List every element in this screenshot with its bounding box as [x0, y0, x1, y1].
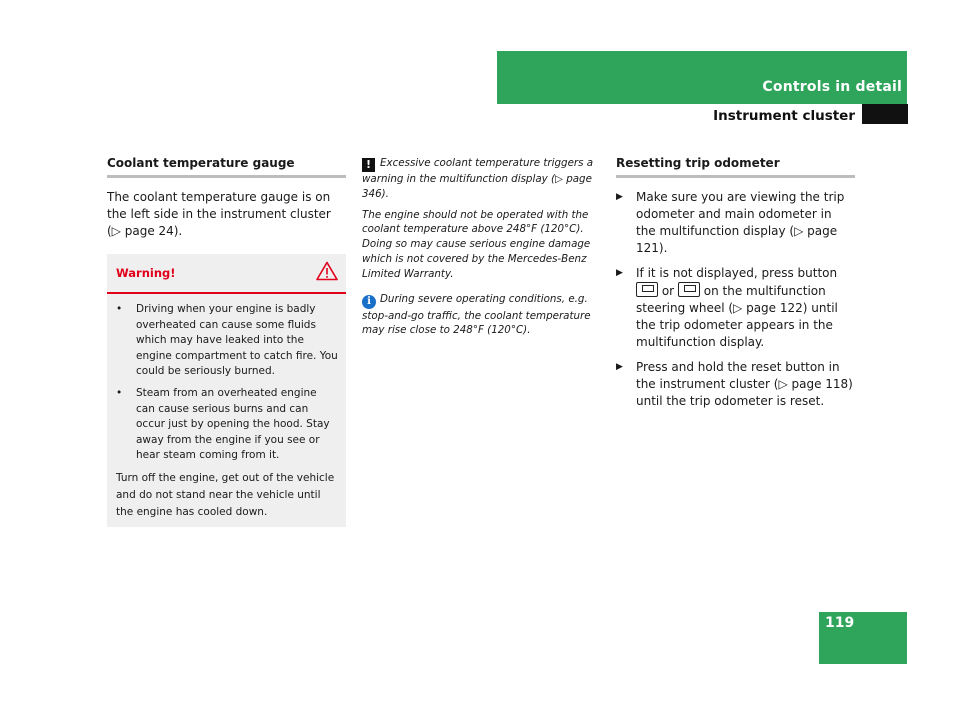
step-text-a: If it is not displayed, press button [636, 266, 838, 280]
step-item [616, 265, 855, 351]
reset-trip-heading: Resetting trip odometer [616, 156, 855, 178]
subsection-tab [862, 104, 908, 124]
warning-bullet-text: Driving when your engine is badly overheated can cause some fluids which may have leaked into the engine compartment to catch fire. You could be seriously burned. [136, 303, 338, 378]
reset-steps [616, 189, 855, 410]
caution-icon: ! [362, 158, 375, 172]
step-text-b: or [661, 284, 675, 298]
step-arrow-icon: ▶ [616, 362, 623, 372]
warning-box [107, 254, 346, 527]
bullet-dot: • [116, 386, 123, 399]
step-arrow-icon: ▶ [616, 268, 623, 278]
warning-label: Warning! [116, 266, 176, 280]
step-text: Press and hold the reset button in the instrument cluster (▷ page 118) until the trip odometer is reset. [636, 360, 853, 408]
info-icon: i [362, 295, 376, 309]
column-notes [362, 156, 602, 344]
step-text: Make sure you are viewing the trip odometer and main odometer in the multifunction display (▷ page 121). [636, 190, 845, 255]
column-coolant-gauge [107, 156, 346, 527]
warning-bullet [116, 386, 338, 464]
info-note [362, 292, 602, 339]
warning-bullet-text: Steam from an overheated engine can cause serious burns and can occur just by opening the hood. Stay away from the engine if you see or hear steam coming from it. [136, 386, 330, 462]
caution-note [362, 156, 602, 202]
header-bar [497, 51, 907, 104]
display-next-button-icon [636, 282, 658, 297]
bullet-dot: • [116, 303, 123, 315]
step-item [616, 359, 855, 410]
section-title: Controls in detail [762, 79, 902, 95]
caution-note-detail: The engine should not be operated with the coolant temperature above 248°F (120°C). Doing so may cause serious engine damage which is not covered by the Mercedes-Benz Limited Warranty. [362, 208, 591, 280]
caution-note-text: Excessive coolant temperature triggers a warning in the multifunction display (▷ page 346). [362, 157, 594, 200]
warning-bullet [116, 302, 338, 380]
warning-body [107, 294, 346, 521]
column-reset-trip [616, 156, 855, 418]
coolant-gauge-heading: Coolant temperature gauge [107, 156, 346, 178]
display-prev-button-icon [678, 282, 700, 297]
step-item [616, 189, 855, 257]
subsection-title: Instrument cluster [713, 108, 855, 124]
warning-closing: Turn off the engine, get out of the vehicle and do not stand near the vehicle until the engine has cooled down. [116, 471, 335, 518]
coolant-gauge-paragraph: The coolant temperature gauge is on the left side in the instrument cluster (▷ page 24). [107, 190, 331, 238]
warning-header [107, 254, 346, 294]
info-note-text: During severe operating conditions, e.g. stop-and-go traffic, the coolant temperature may rise close to 248°F (120°C). [362, 292, 591, 337]
step-text-c: on the multifunction steering wheel (▷ page 122) until the trip odometer appears in the multifunction display. [636, 284, 838, 349]
warning-triangle-icon [316, 261, 338, 285]
step-arrow-icon: ▶ [616, 192, 623, 202]
page-number: 119 [825, 615, 855, 631]
